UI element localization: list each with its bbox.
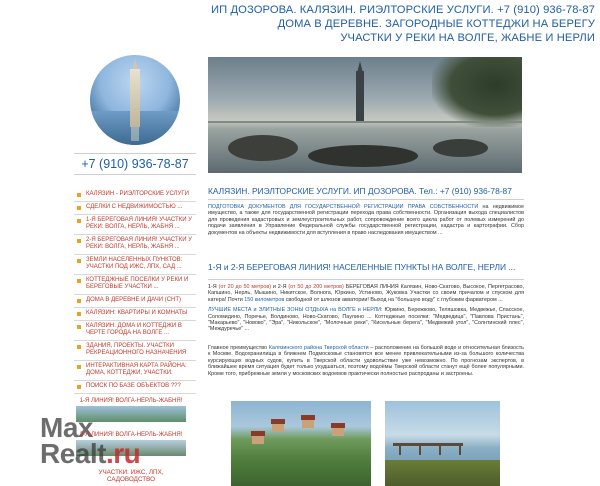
sidebar-phone: +7 (910) 936-78-87 <box>74 153 196 175</box>
shoreline-distance-1: (от 20 до 50 метров) <box>218 284 272 291</box>
link-best-places[interactable]: ЛУЧШИЕ МЕСТА и ЭЛИТНЫЕ ЗОНЫ ОТДЫХА на ВОЛГЕ и НЕРЛИ <box>208 307 381 314</box>
menu-item-land[interactable]: ЗЕМЛИ НАСЕЛЕННЫХ ПУНКТОВ: УЧАСТКИ ПОД ИЖС, ЛПХ, САД ... <box>74 255 196 275</box>
shoreline-text-c: БЕРЕГОВАЯ ЛИНИЯ Калязин, Ново-Скатово, Высокое, Пергетрасово, Капшино, Нерль, Мышино, Никитское, Волнога, Юркино, Устиново, Жуковка Участки со своим причалом и спуском для катера! Почти <box>208 284 525 303</box>
sidebar <box>74 55 196 394</box>
menu-item-village-houses[interactable]: ДОМА В ДЕРЕВНЕ И ДАЧИ (СНТ) <box>74 295 196 308</box>
section-title-services: КАЛЯЗИН. РИЭЛТОРСКИЕ УСЛУГИ. ИП ДОЗОРОВА. Тел.: +7 (910) 936-78-87 <box>208 186 524 200</box>
paragraph-best-places <box>208 307 524 333</box>
paragraph-shoreline <box>208 284 524 303</box>
menu-item-search[interactable]: ПОИСК ПО БАЗЕ ОБЪЕКТОВ ??? <box>74 381 196 394</box>
link-kalyazin-district[interactable]: Калязинского района Тверской области <box>268 344 369 351</box>
section-title-shoreline[interactable]: 1-Я и 2-Я БЕРЕГОВАЯ ЛИНИЯ! НАСЕЛЕННЫЕ ПУНКТЫ НА ВОЛГЕ, НЕРЛИ ... <box>208 262 524 280</box>
header-line-3: УЧАСТКИ У РЕКИ НА ВОЛГЕ, ЖАБНЕ И НЕРЛИ <box>340 32 595 44</box>
menu-item-cottage-villages[interactable]: КОТТЕДЖНЫЕ ПОСЕЛКИ У РЕКИ И БЕРЕГОВЫЕ УЧАСТКИ ... <box>74 275 196 295</box>
advantage-text-b: – расположение на большой воде и относительная близость к Москве. Водохранилища в ближнем Подмосковье становятся все менее привлекательными из-за большого количества курсирующих водных судов, купить в Тверской области удовольствие уже невозможно. По прогнозам экспертов, в ближайшее время ситуация будет только ухудшаться, поэтому водоёмы Тверской области станут ещё более популярными. Кроме того, прибрежные земли у московских водоемов практически полностью распроданы и застроены. <box>208 344 524 377</box>
watermark-logo <box>40 412 180 472</box>
shoreline-km: 150 километров <box>244 296 285 303</box>
paragraph-advantage <box>208 345 524 377</box>
thumb-plots-label: УЧАСТКИ: ИЖС, ЛПХ, САДОВОДСТВО <box>98 469 164 483</box>
paragraph-documents-text: на недвижимое имущество, а также для государственной регистрации перехода права собственности. Организация выхода специалистов для проведения кадастровых и землеустроительных работ, сопровождение всего цикла работ от полевых измерений до подачи заявления в Управление Федеральной службы государственной регистрации, кадастра и картографии. Сбор документов на объекты недвижимости для вступления в право наследования имуществом ... <box>208 204 524 236</box>
advantage-text-a: Главное преимущество <box>208 344 269 351</box>
photo-village-aerial <box>231 401 371 486</box>
header-line-2: ДОМА В ДЕРЕВНЕ. ЗАГОРОДНЫЕ КОТТЕДЖИ НА БЕРЕГУ <box>277 18 595 30</box>
main-photo <box>208 57 522 173</box>
menu-item-second-line[interactable]: 2-Я БЕРЕГОВАЯ ЛИНИЯ! УЧАСТКИ У РЕКИ: ВОЛГА, НЕРЛЬ, ЖАБНЯ ... <box>74 235 196 255</box>
thumb-second-line-label: 2-Я ЛИНИЯ! ВОЛГА-НЕРЛЬ-ЖАБНЯ! <box>79 432 183 438</box>
menu-item-services[interactable]: КАЛЯЗИН - РИЭЛТОРСКИЕ УСЛУГИ <box>74 189 196 202</box>
watermark-line-2a: Realt <box>40 438 106 469</box>
menu-item-apartments[interactable]: КАЛЯЗИН: КВАРТИРЫ И КОМНАТЫ <box>74 308 196 321</box>
header-line-1: ИП ДОЗОРОВА. КАЛЯЗИН. РИЭЛТОРСКИЕ УСЛУГИ. +7 (910) 936-78-87 <box>211 4 595 16</box>
main-content <box>208 186 524 377</box>
shoreline-text-b: и 2-Я <box>271 284 289 291</box>
photo-river-pier <box>385 401 500 486</box>
best-places-text: : Юркино, Бережково, Теляшовка, Медвежье, Спасское, Соломидино, Поречье, Волдиново, Ново-Скатово, Паулино ... Коттеджные поселки: "Медведица", "Павлова Пристань", "Макарьево", "Новово", "Эра", "Никольское", "Молочные реки", "Кисельные берега", "Медвежий угол", "Солнтинский плес", "Междуречье" ... <box>208 307 524 333</box>
thumb-first-line-label: 1-Я ЛИНИЯ! ВОЛГА-НЕРЛЬ-ЖАБНЯ! <box>79 398 183 404</box>
site-header <box>130 3 595 45</box>
sidebar-menu <box>74 189 196 394</box>
menu-item-deals[interactable]: СДЕЛКИ С НЕДВИЖИМОСТЬЮ ... <box>74 202 196 215</box>
shoreline-text-d: свободной от шлюзов акватории! Выход на "большую воду" с глубоким фарватером ... <box>284 296 503 303</box>
shoreline-text-a: 1-Я <box>208 284 219 291</box>
menu-item-first-line[interactable]: 1-Я БЕРЕГОВАЯ ЛИНИЯ! УЧАСТКИ У РЕКИ: ВОЛГА, НЕРЛЬ, ЖАБНЯ ... <box>74 215 196 235</box>
watermark-line-2 <box>40 438 140 470</box>
avatar-photo <box>90 55 180 145</box>
watermark-line-2b: .ru <box>105 438 141 469</box>
menu-item-buildings[interactable]: ЗДАНИЯ, ПРОЕКТЫ. УЧАСТКИ РЕКРЕАЦИОННОГО НАЗНАЧЕНИЯ <box>74 341 196 361</box>
link-registration[interactable]: ПОДГОТОВКА ДОКУМЕНТОВ ДЛЯ ГОСУДАРСТВЕННОЙ РЕГИСТРАЦИИ ПРАВА СОБСТВЕННОСТИ <box>208 204 479 210</box>
paragraph-documents <box>208 204 524 236</box>
menu-item-map[interactable]: ИНТЕРАКТИВНАЯ КАРТА РАЙОНА: ДОМА, КОТТЕДЖИ, УЧАСТКИ. <box>74 361 196 381</box>
shoreline-distance-2: (от 50 до 200 метров) <box>288 284 344 291</box>
watermark-line-1: Max <box>40 412 93 443</box>
menu-item-town-houses[interactable]: КАЛЯЗИН: ДОМА И КОТТЕДЖИ В ЧЕРТЕ ГОРОДА НА ВОЛГЕ ... <box>74 321 196 341</box>
